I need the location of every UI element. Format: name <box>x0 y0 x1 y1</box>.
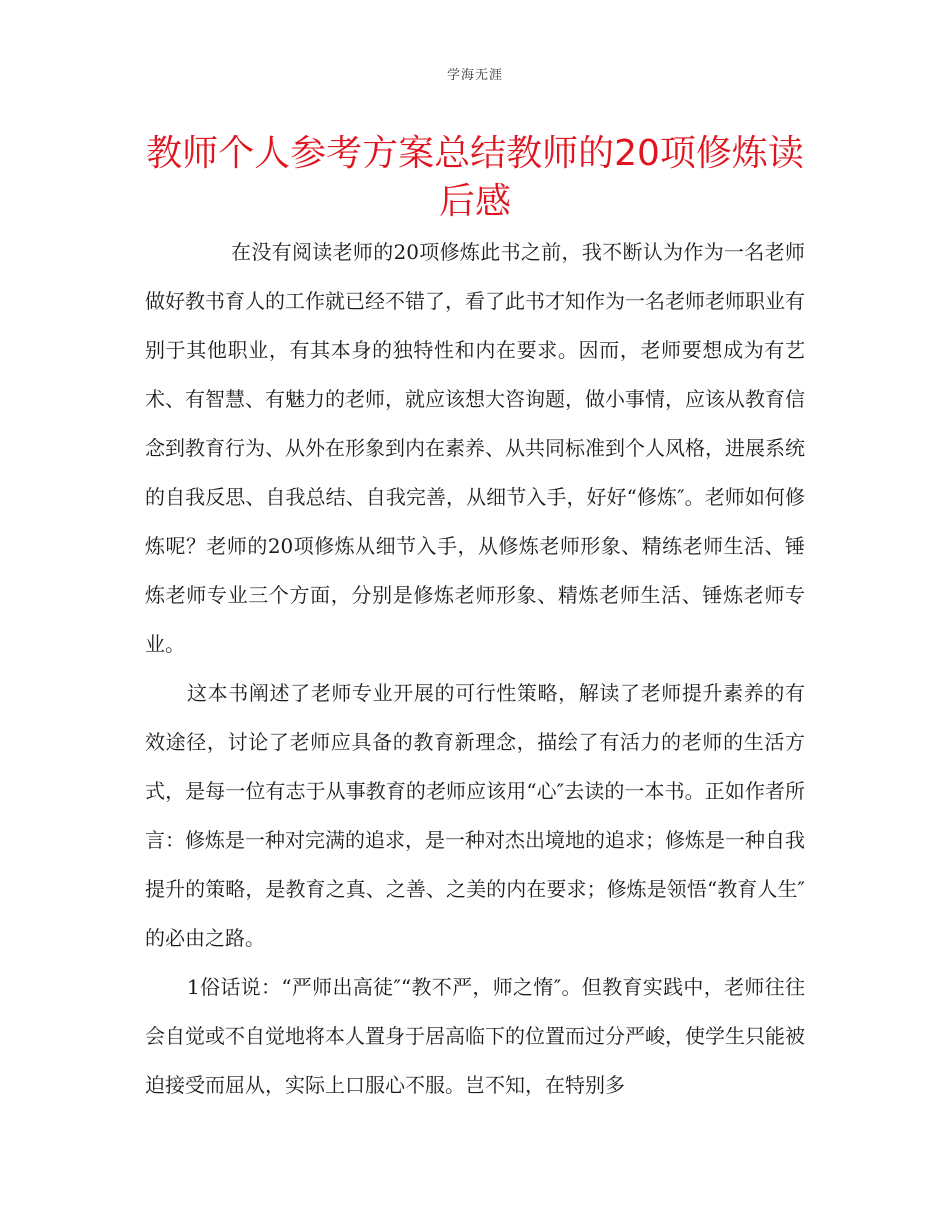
document-title: 教师个人参考方案总结教师的20项修炼读后感 <box>146 133 804 222</box>
paragraph-2: 这本书阐述了老师专业开展的可行性策略，解读了老师提升素养的有效途径，讨论了老师应具备的教育新理念，描绘了有活力的老师的生活方式，是每一位有志于从事教育的老师应该用“心″去读的一本书。正如作者所言：修炼是一种对完满的追求，是一种对杰出境地的追求；修炼是一种自我提升的策略，是教育之真、之善、之美的内在要求；修炼是领悟“教育人生″的必由之路。 <box>145 681 805 950</box>
paragraph-3: 1俗话说：“严师出高徒″“教不严，师之惰″。但教育实践中，老师往往会自觉或不自觉地将本人置身于居高临下的位置而过分严峻，使学生只能被迫接受而屈从，实际上口服心不服。岂不知，在特别多 <box>145 975 805 1097</box>
page-header: 学海无涯 <box>446 68 503 83</box>
paragraph-1: 在没有阅读老师的20项修炼此书之前，我不断认为作为一名老师做好教书育人的工作就已经不错了，看了此书才知作为一名老师老师职业有别于其他职业，有其本身的独特性和内在要求。因而，老师要想成为有艺术、有智慧、有魅力的老师，就应该想大咨询题，做小事情，应该从教育信念到教育行为、从外在形象到内在素养、从共同标准到个人风格，进展系统的自我反思、自我总结、自我完善，从细节入手，好好“修炼″。老师如何修炼呢？老师的20项修炼从细节入手，从修炼老师形象、精练老师生活、锤炼老师专业三个方面，分别是修炼老师形象、精炼老师生活、锤炼老师专业。 <box>145 240 805 656</box>
document-body <box>145 228 805 1110</box>
